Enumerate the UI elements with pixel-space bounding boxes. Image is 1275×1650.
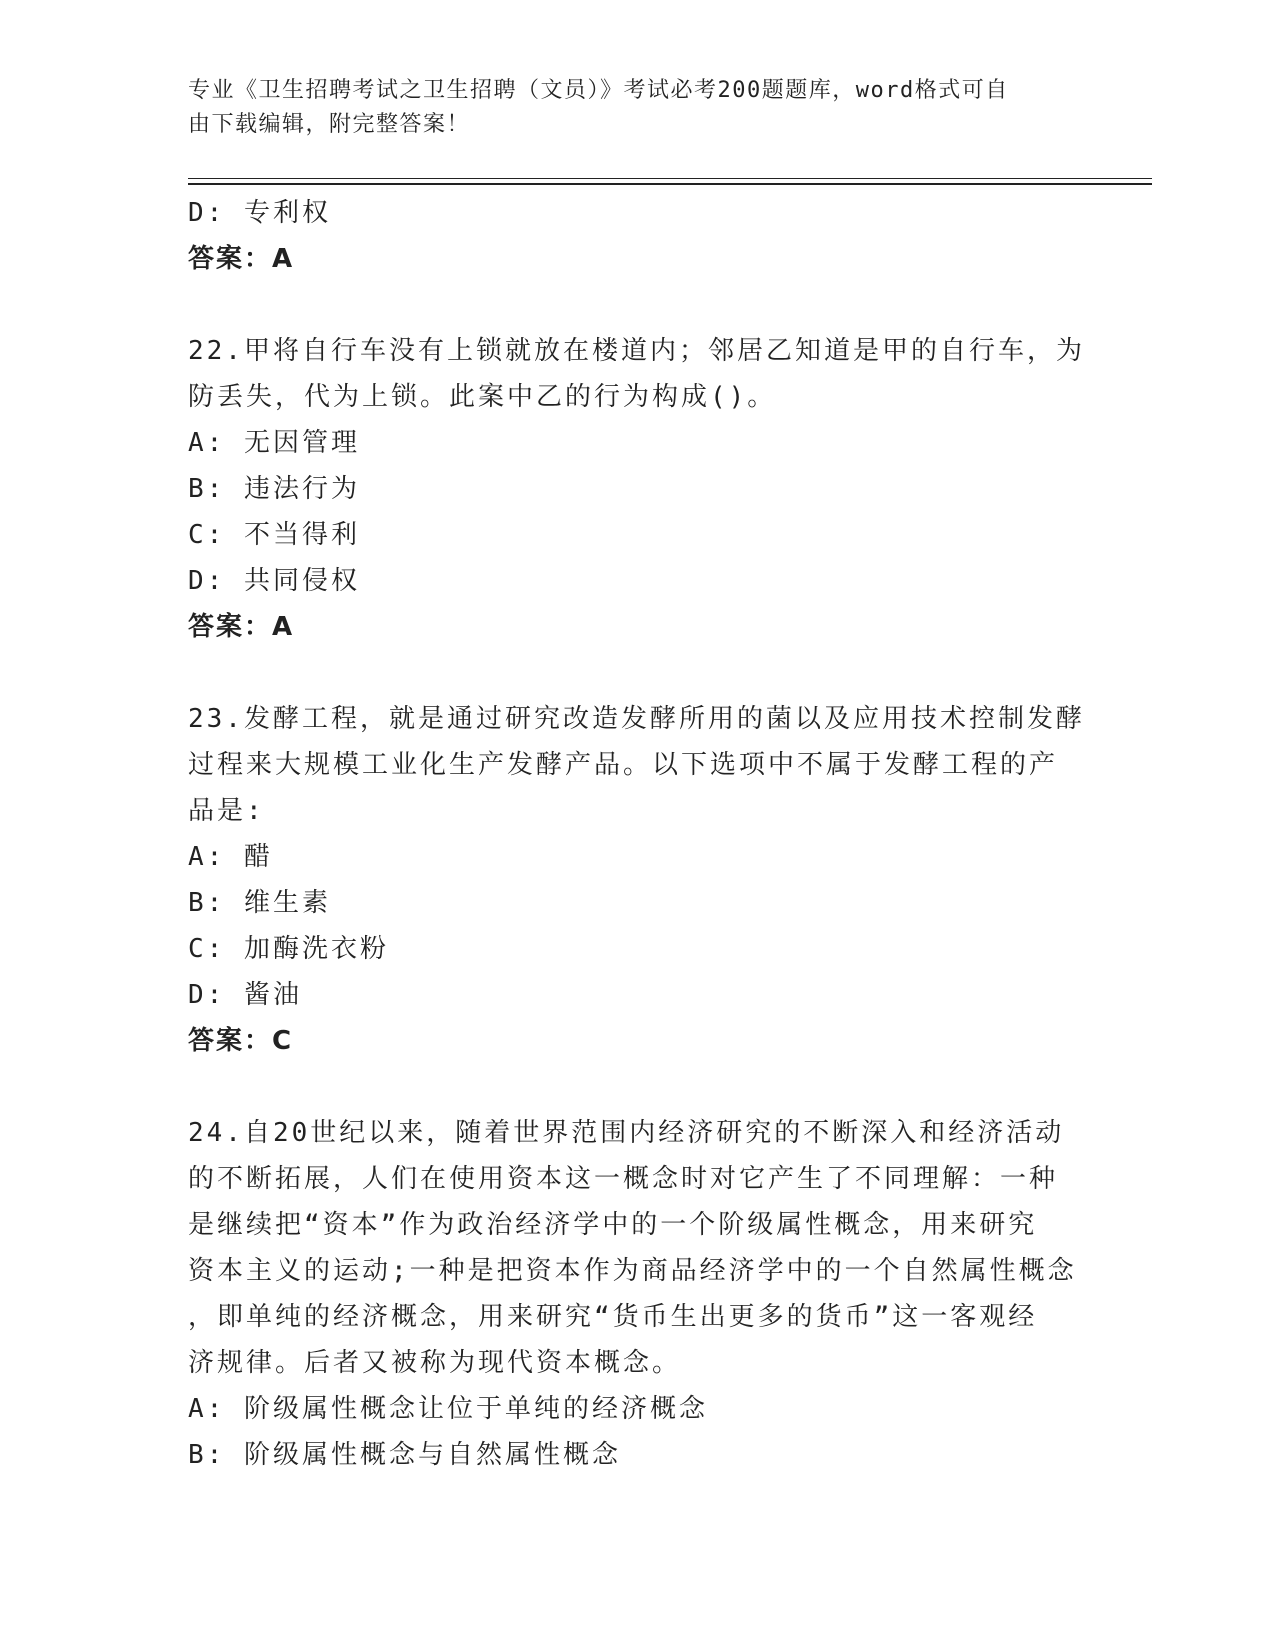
q23-stem-line-2: 过程来大规模工业化生产发酵产品。以下选项中不属于发酵工程的产 [188,750,1059,780]
q24-stem-line-3: 是继续把“资本”作为政治经济学中的一个阶级属性概念，用来研究 [188,1210,1038,1240]
q23-option-d: D: 酱油 [188,980,302,1010]
spacer [188,282,1088,328]
q23-option-c: C: 加酶洗衣粉 [188,934,389,964]
q24-stem-line-2: 的不断拓展，人们在使用资本这一概念时对它产生了不同理解：一种 [188,1164,1059,1194]
q24-option-b: B: 阶级属性概念与自然属性概念 [188,1440,621,1470]
q22-option-a: A: 无因管理 [188,428,360,458]
header-divider-thick [188,183,1152,185]
question-22 [188,328,1088,650]
q24-option-a: A: 阶级属性概念让位于单纯的经济概念 [188,1394,708,1424]
q23-option-a: A: 醋 [188,842,273,872]
q22-option-d: D: 共同侵权 [188,566,360,596]
spacer [188,1064,1088,1110]
q24-stem-line-6: 济规律。后者又被称为现代资本概念。 [188,1348,682,1378]
spacer [188,650,1088,696]
q23-stem-line-3: 品是: [188,796,265,826]
q23-stem-line-1: 23.发酵工程，就是通过研究改造发酵所用的菌以及应用技术控制发酵 [188,704,1085,734]
document-header [188,74,1068,142]
question-24 [188,1110,1088,1478]
q22-option-b: B: 违法行为 [188,474,360,504]
q22-stem-line-2: 防丢失，代为上锁。此案中乙的行为构成()。 [188,382,777,412]
q22-option-c: C: 不当得利 [188,520,360,550]
prev-option-d: D: 专利权 [188,198,331,228]
question-content [188,190,1088,1478]
header-title-line-2: 由下载编辑，附完整答案！ [188,112,471,137]
q24-stem-line-4: 资本主义的运动;一种是把资本作为商品经济学中的一个自然属性概念 [188,1256,1077,1286]
q22-answer: 答案：A [188,612,295,642]
prev-answer: 答案：A [188,244,295,274]
q22-stem-line-1: 22.甲将自行车没有上锁就放在楼道内；邻居乙知道是甲的自行车，为 [188,336,1085,366]
q23-option-b: B: 维生素 [188,888,331,918]
q24-stem-line-1: 24.自20世纪以来，随着世界范围内经济研究的不断深入和经济活动 [188,1118,1065,1148]
q23-answer: 答案：C [188,1026,294,1056]
header-title-line-1: 专业《卫生招聘考试之卫生招聘（文员）》考试必考200题题库，word格式可自 [188,78,1009,103]
header-divider-thin [188,178,1152,179]
question-23 [188,696,1088,1064]
q24-stem-line-5: ，即单纯的经济概念，用来研究“货币生出更多的货币”这一客观经 [188,1302,1038,1332]
